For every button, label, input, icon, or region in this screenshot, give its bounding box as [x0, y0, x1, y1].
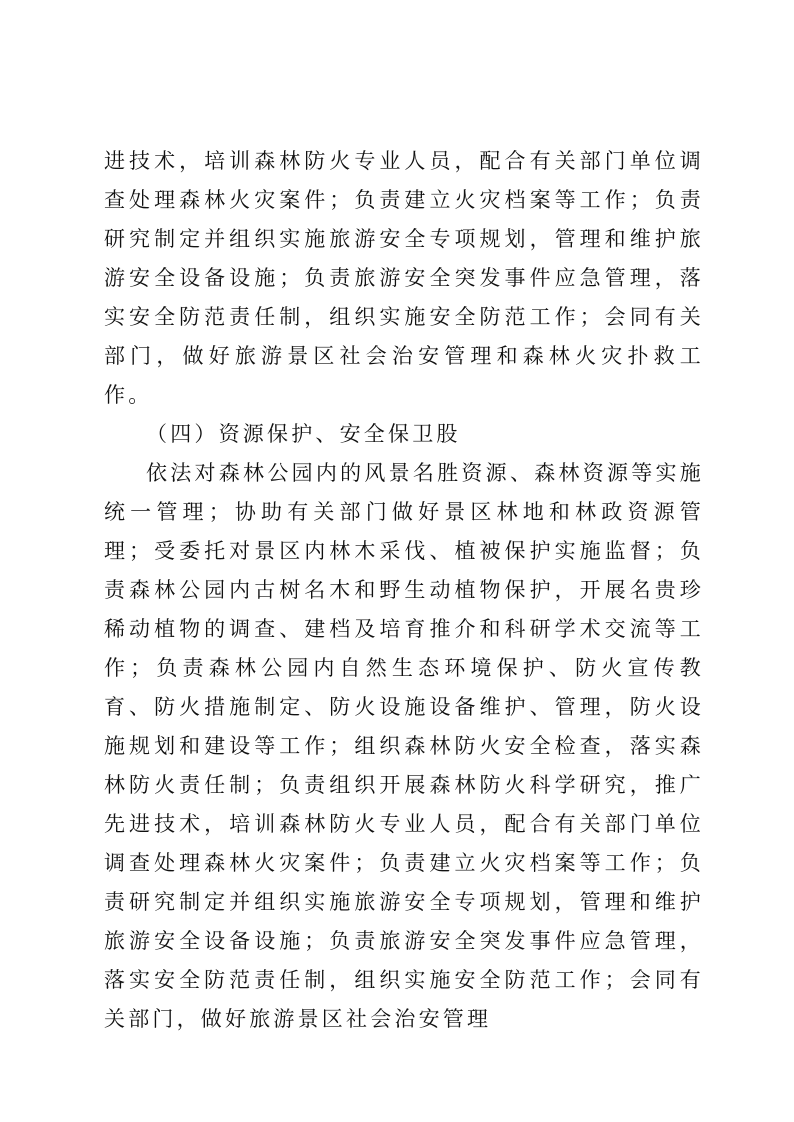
- section-body-paragraph: 依法对森林公园内的风景名胜资源、森林资源等实施统一管理；协助有关部门做好景区林地和林政资源管理；受委托对景区内林木采伐、植被保护实施监督；负责森林公园内古树名木和野生动植物保护，开展名贵珍稀动植物的调查、建档及培育推介和科研学术交流等工作；负责森林公园内自然生态环境保护、防火宣传教育、防火措施制定、防火设施设备维护、管理，防火设施规划和建设等工作；组织森林防火安全检查，落实森林防火责任制；负责组织开展森林防火科学研究，推广先进技术，培训森林防火专业人员，配合有关部门单位调查处理森林火灾案件；负责建立火灾档案等工作；负责研究制定并组织实施旅游安全专项规划，管理和维护旅游安全设备设施；负责旅游安全突发事件应急管理，落实安全防范责任制，组织实施安全防范工作；会同有关部门，做好旅游景区社会治安管理: [104, 461, 704, 1031]
- continued-paragraph-text: 进技术，培训森林防火专业人员，配合有关部门单位调查处理森林火灾案件；负责建立火灾档案等工作；负责研究制定并组织实施旅游安全专项规划，管理和维护旅游安全设备设施；负责旅游安全突发事件应急管理，落实安全防范责任制，组织实施安全防范工作；会同有关部门，做好旅游景区社会治安管理和森林火灾扑救工作。: [104, 149, 704, 407]
- continued-paragraph: [104, 142, 704, 415]
- section-heading: （四）资源保护、安全保卫股: [146, 422, 461, 446]
- document-body: [104, 142, 704, 1039]
